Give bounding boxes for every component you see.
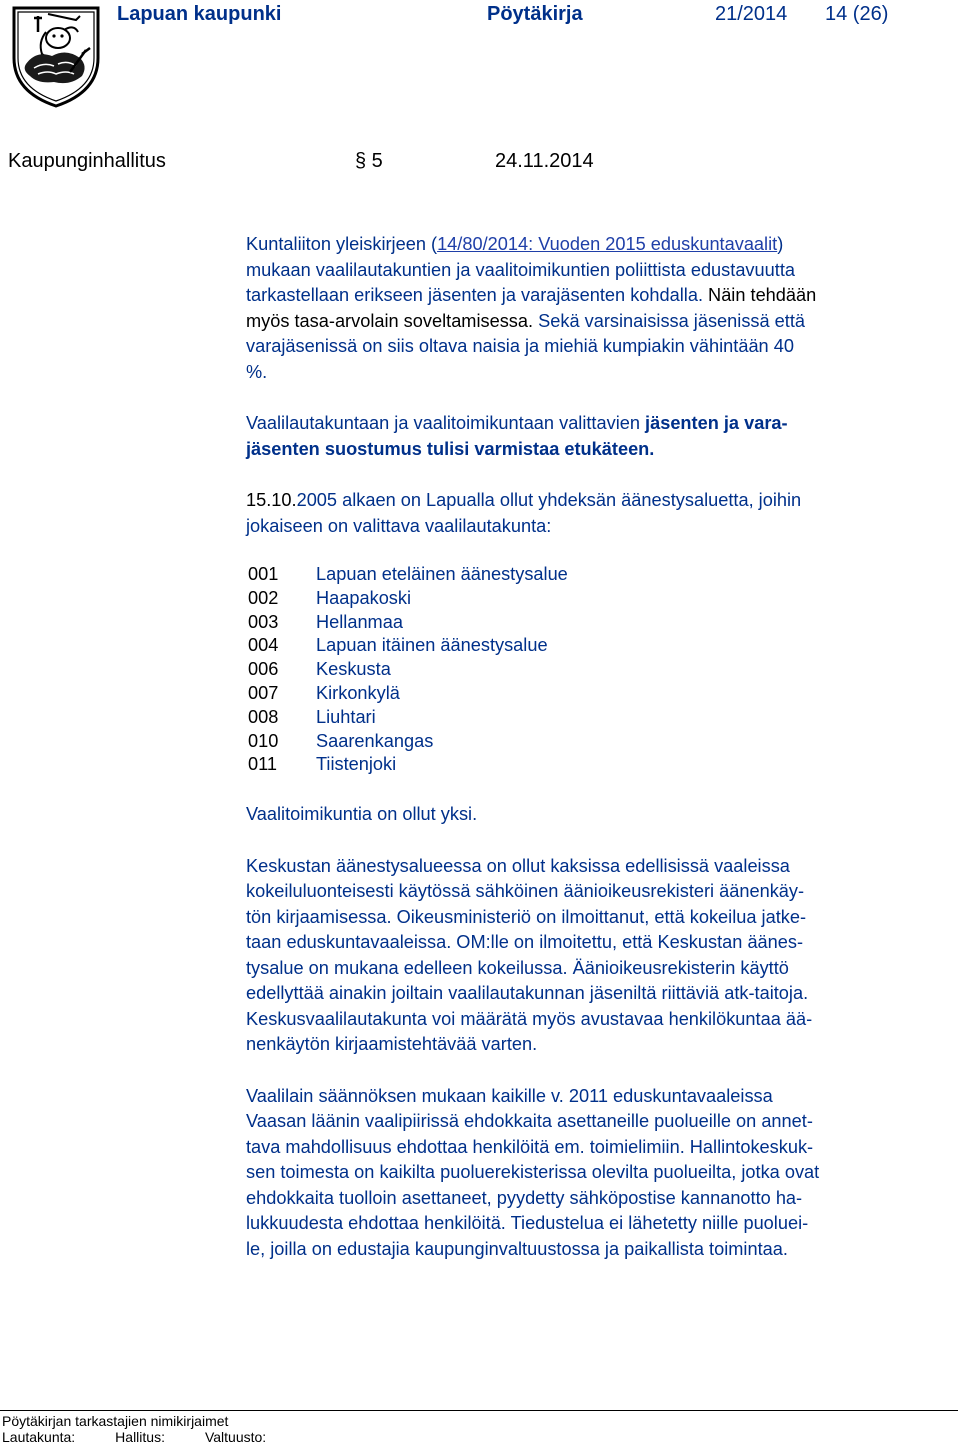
footer-initials-label: Pöytäkirjan tarkastajien nimikirjaimet [2, 1413, 229, 1429]
paragraph-line: tarkastellaan erikseen jäsenten ja varajäsenten kohdalla. Näin tehdään [246, 285, 817, 305]
paragraph-line: myös tasa-arvolain soveltamisessa. Sekä varsinaisissa jäsenissä että [246, 310, 806, 331]
page-number: 14 (26) [825, 3, 889, 25]
paragraph-line: 15.10.2005 alkaen on Lapualla ollut yhdeksän äänestysaluetta, joihin [246, 490, 802, 510]
paragraph-districts-intro [246, 488, 958, 539]
paragraph-kuntaliitto [246, 232, 958, 385]
district-name: Hellanmaa [316, 611, 403, 632]
district-item [246, 706, 958, 730]
district-code: 001 [248, 564, 279, 584]
paragraph-line: tön kirjaamisessa. Oikeusministeriö on ilmoittanut, että kokeilua jatke- [246, 906, 807, 927]
footer-signature-fields [2, 1429, 306, 1445]
paragraph-line: le, joilla on edustajia kaupunginvaltuustossa ja paikallista toimintaa. [246, 1238, 788, 1259]
district-name: Kirkonkylä [316, 682, 400, 703]
paragraph-line: Kuntaliiton yleiskirjeen (14/80/2014: Vuoden 2015 eduskuntavaalit) [246, 234, 784, 254]
district-item [246, 563, 958, 587]
paragraph-line: Vaasan läänin vaalipiirissä ehdokkaita asettaneille puolueille on annet- [246, 1111, 813, 1132]
paragraph-party-nominations [246, 1084, 958, 1263]
district-name: Tiistenjoki [316, 754, 397, 775]
meeting-body: Kaupunginhallitus [8, 150, 166, 172]
footer-divider [0, 1410, 958, 1411]
coat-of-arms-logo [8, 2, 104, 108]
district-code: 003 [248, 611, 279, 632]
district-item [246, 611, 958, 635]
district-name: Lapuan eteläinen äänestysalue [316, 564, 568, 584]
district-item [246, 682, 958, 706]
district-name: Liuhtari [316, 706, 376, 727]
paragraph-line: tysalue on mukana edelleen kokeilussa. Äänioikeusrekisterin käyttö [246, 957, 789, 978]
district-name: Haapakoski [316, 587, 412, 608]
district-code: 006 [248, 659, 279, 680]
document-type: Pöytäkirja [487, 3, 583, 25]
sig-committee: Lautakunta: [2, 1429, 76, 1445]
paragraph-line: ehdokkaita tuolloin asettaneet, pyydetty sähköpostise kannanotto ha- [246, 1187, 803, 1208]
district-name: Keskusta [316, 659, 391, 680]
district-item [246, 587, 958, 611]
meeting-date: 24.11.2014 [495, 150, 594, 172]
paragraph-committees [246, 802, 958, 828]
district-item [246, 634, 958, 658]
district-item [246, 730, 958, 754]
paragraph-line: jäsenten suostumus tulisi varmistaa etukäteen. [246, 438, 655, 459]
page-header [0, 0, 960, 120]
organization-name: Lapuan kaupunki [117, 3, 282, 25]
document-body [246, 232, 958, 1288]
district-code: 010 [248, 730, 279, 751]
district-code: 007 [248, 682, 279, 703]
district-code: 011 [248, 754, 277, 775]
district-code: 002 [248, 587, 279, 608]
paragraph-line: Vaalilautakuntaan ja vaalitoimikuntaan valittavien jäsenten ja vara- [246, 413, 788, 433]
paragraph-line: taan eduskuntavaaleissa. OM:lle on ilmoitettu, että Keskustan äänes- [246, 932, 804, 953]
paragraph-line: lukkuudesta ehdottaa henkilöitä. Tiedustelua ei lähetetty niille puoluei- [246, 1213, 809, 1234]
section-number: § 5 [355, 150, 383, 172]
paragraph-line: Keskusvaalilautakunta voi määrätä myös avustavaa henkilökuntaa ää- [246, 1008, 813, 1029]
paragraph-line: edellyttää ainakin joiltain vaalilautakunnan jäseniltä riittäviä atk-taitoja. [246, 983, 809, 1004]
sig-council: Valtuusto: [204, 1429, 267, 1445]
paragraph-line: mukaan vaalilautakuntien ja vaalitoimikuntien poliittista edustavuutta [246, 259, 795, 280]
district-list [246, 563, 958, 777]
paragraph-consent [246, 411, 958, 462]
paragraph-line: nenkäytön kirjaamistehtävää varten. [246, 1034, 538, 1055]
paragraph-line: sen toimesta on kaikilta puoluerekisterissa olevilta puolueilta, jotka ovat [246, 1162, 820, 1183]
sig-board: Hallitus: [115, 1429, 165, 1445]
district-item [246, 658, 958, 682]
district-code: 004 [248, 635, 279, 656]
paragraph-line: jokaiseen on valittava vaalilautakunta: [246, 515, 552, 536]
district-name: Saarenkangas [316, 730, 434, 751]
paragraph-electronic-register [246, 854, 958, 1058]
paragraph-line: varajäsenissä on siis oltava naisia ja miehiä kumpiakin vähintään 40 [246, 336, 794, 356]
circular-link[interactable]: 14/80/2014: Vuoden 2015 eduskuntavaalit [437, 234, 778, 254]
paragraph-line: Vaalitoimikuntia on ollut yksi. [246, 804, 478, 825]
paragraph-line: Vaalilain säännöksen mukaan kaikille v. 2011 eduskuntavaaleissa [246, 1085, 773, 1106]
document-number: 21/2014 [715, 3, 788, 25]
paragraph-line: kokeiluluonteisesti käytössä sähköinen äänioikeusrekisteri äänenkäy- [246, 881, 805, 902]
district-code: 008 [248, 706, 279, 727]
paragraph-line: Keskustan äänestysalueessa on ollut kaksissa edellisissä vaaleissa [246, 855, 790, 876]
paragraph-line: %. [246, 361, 268, 382]
district-name: Lapuan itäinen äänestysalue [316, 635, 548, 656]
paragraph-line: tava mahdollisuus ehdottaa henkilöitä em. toimielimiin. Hallintokeskuk- [246, 1136, 814, 1157]
district-item [246, 753, 958, 777]
